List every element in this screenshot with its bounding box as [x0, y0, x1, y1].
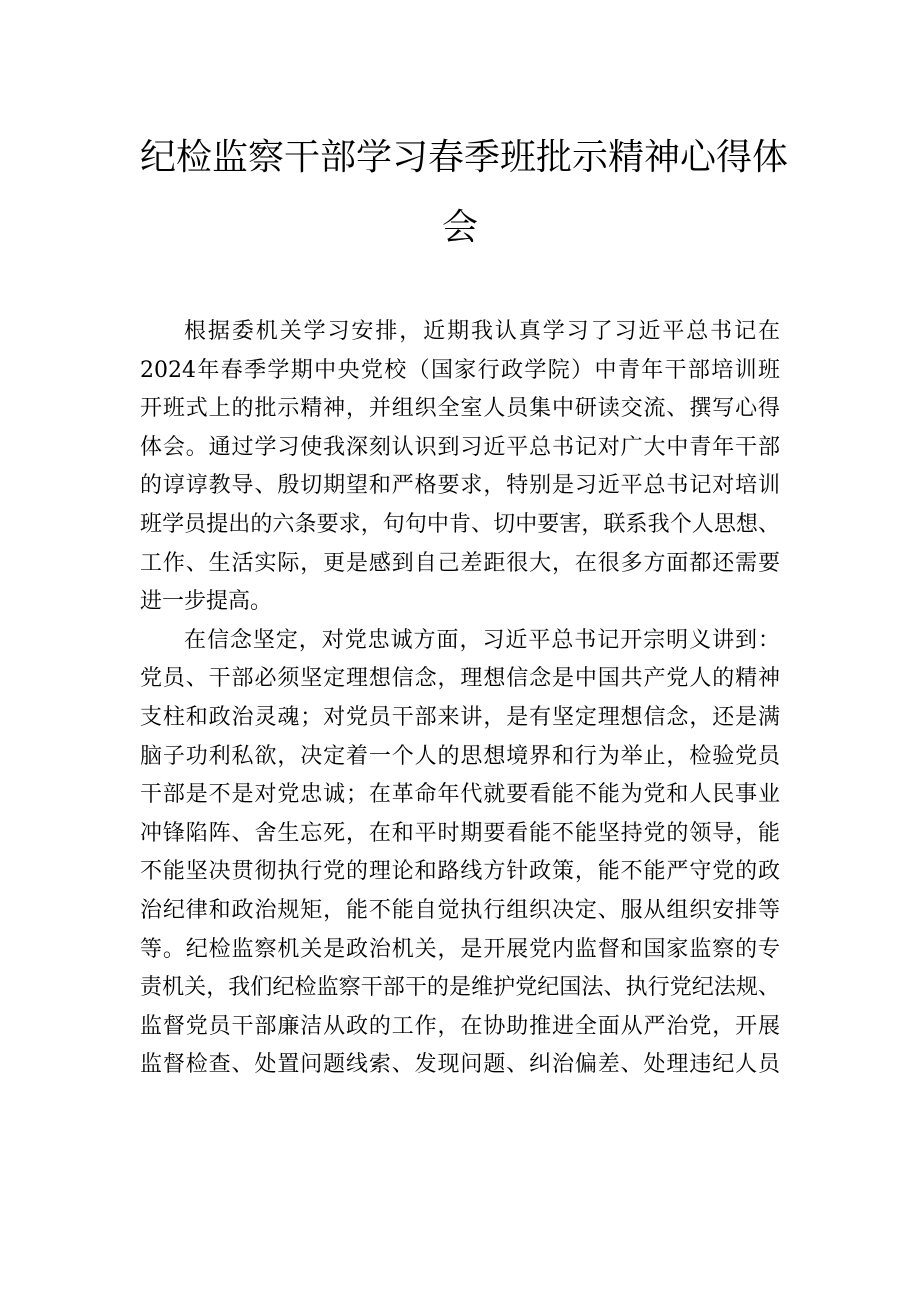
document-title-line-2: 会	[441, 207, 478, 248]
document-title-line-1: 纪检监察干部学习春季班批示精神心得体	[140, 137, 789, 178]
paragraph-line: 的谆谆教导、殷切期望和严格要求，特别是习近平总书记对培训	[140, 473, 780, 499]
paragraph-line: 干部是不是对党忠诚；在革命年代就要看能不能为党和人民事业	[140, 782, 780, 808]
paragraph-line: 2024年春季学期中央党校（国家行政学院）中青年干部培训班	[140, 357, 780, 383]
paragraph-line: 工作、生活实际，更是感到自己差距很大，在很多方面都还需要	[140, 550, 780, 576]
paragraph-line: 冲锋陷阵、舍生忘死，在和平时期要看能不能坚持党的领导，能	[140, 820, 780, 846]
paragraph-line: 进一步提高。	[140, 589, 273, 615]
document-body	[140, 313, 780, 1085]
paragraph-line: 党员、干部必须坚定理想信念，理想信念是中国共产党人的精神	[140, 666, 780, 692]
paragraph-line: 不能坚决贯彻执行党的理论和路线方针政策，能不能严守党的政	[140, 859, 780, 885]
paragraph-line: 等。纪检监察机关是政治机关，是开展党内监督和国家监察的专	[140, 936, 780, 962]
paragraph-line: 治纪律和政治规矩，能不能自觉执行组织决定、服从组织安排等	[140, 897, 780, 923]
paragraph-line: 脑子功利私欲，决定着一个人的思想境界和行为举止，检验党员	[140, 743, 780, 769]
paragraph-2	[140, 622, 780, 1085]
paragraph-line: 开班式上的批示精神，并组织全室人员集中研读交流、撰写心得	[140, 396, 780, 422]
paragraph-line: 责机关，我们纪检监察干部干的是维护党纪国法、执行党纪法规、	[140, 975, 780, 1001]
paragraph-line: 体会。通过学习使我深刻认识到习近平总书记对广大中青年干部	[140, 434, 780, 460]
paragraph-line: 支柱和政治灵魂；对党员干部来讲，是有坚定理想信念，还是满	[140, 704, 780, 730]
paragraph-line: 班学员提出的六条要求，句句中肯、切中要害，联系我个人思想、	[140, 511, 780, 537]
paragraph-line: 监督党员干部廉洁从政的工作，在协助推进全面从严治党，开展	[140, 1013, 780, 1039]
paragraph-1	[140, 313, 780, 622]
paragraph-line: 根据委机关学习安排，近期我认真学习了习近平总书记在	[184, 319, 780, 344]
paragraph-line: 在信念坚定，对党忠诚方面，习近平总书记开宗明义讲到：	[184, 627, 780, 653]
paragraph-line: 监督检查、处置问题线索、发现问题、纠治偏差、处理违纪人员	[140, 1052, 780, 1078]
